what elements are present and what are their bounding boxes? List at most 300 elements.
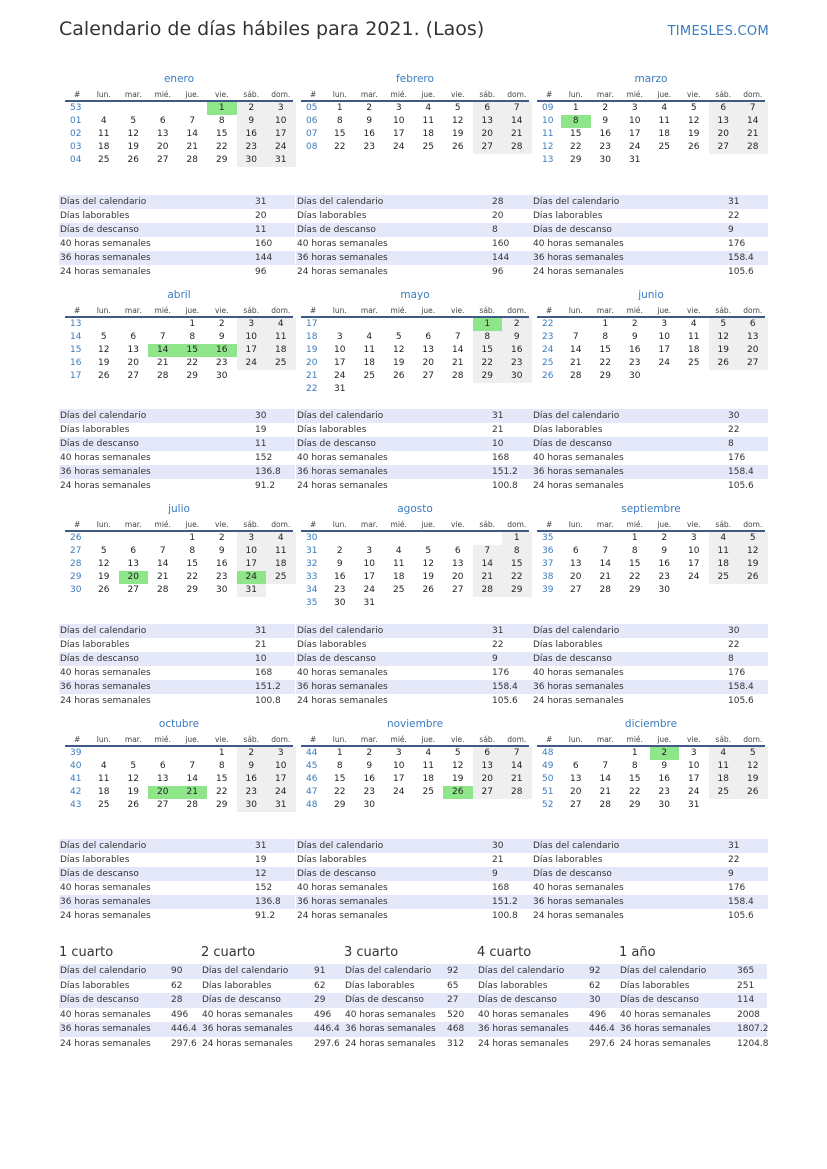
stat-label: 24 horas semanales	[60, 696, 151, 706]
stat-row	[532, 638, 768, 652]
week-row	[65, 799, 293, 812]
day-cell: 3	[690, 533, 697, 543]
holiday-day-cell: 8	[561, 115, 591, 128]
stat-value: 100.8	[492, 481, 518, 491]
weekday-header-row	[65, 305, 293, 318]
holiday-day-cell: 20	[148, 786, 178, 799]
day-cell: 29	[629, 800, 641, 810]
quarter-stat-value: 1807.2	[737, 1024, 769, 1034]
stat-value: 22	[492, 640, 504, 650]
day-cell: 19	[738, 773, 768, 786]
day-cell: 17	[393, 774, 405, 784]
day-cell: 23	[237, 786, 267, 799]
day-cell: 12	[127, 774, 139, 784]
day-cell: 17	[688, 774, 700, 784]
day-cell: 8	[602, 332, 609, 342]
stat-value: 100.8	[492, 911, 518, 921]
day-cell: 13	[127, 345, 139, 355]
day-cell: 27	[570, 585, 582, 595]
quarter-stat-row	[619, 964, 767, 979]
weekday-header: dom.	[507, 520, 527, 529]
day-cell: 29	[570, 155, 582, 165]
quarter-stat-row	[59, 964, 201, 979]
weekday-header: lun.	[332, 520, 347, 529]
day-cell	[384, 532, 414, 545]
stat-label: Días del calendario	[297, 197, 384, 207]
stat-row	[532, 839, 768, 853]
day-cell: 24	[658, 358, 670, 368]
month-diciembre	[537, 717, 765, 812]
weekday-header-row	[537, 519, 765, 532]
day-cell: 13	[127, 559, 139, 569]
month-octubre	[65, 717, 293, 812]
brand-link[interactable]: TIMESLES.COM	[667, 24, 769, 39]
day-cell: 11	[688, 332, 700, 342]
quarter-stat-label: Días laborables	[478, 980, 548, 991]
day-cell: 13	[570, 559, 582, 569]
quarter-stat-value: 91	[314, 966, 326, 976]
quarter-stat-label: Días de descanso	[345, 995, 424, 1005]
day-cell	[148, 747, 178, 760]
weekday-header: #	[310, 90, 317, 99]
stat-row	[59, 237, 295, 251]
day-cell: 5	[690, 103, 697, 113]
month-title: febrero	[396, 73, 434, 85]
day-cell: 9	[661, 546, 668, 556]
day-cell: 1	[218, 748, 225, 758]
weekday-header-row	[65, 519, 293, 532]
day-cell: 14	[502, 760, 532, 773]
day-cell: 19	[422, 572, 434, 582]
day-cell: 25	[688, 358, 700, 368]
week-row	[537, 760, 765, 773]
day-cell: 29	[186, 585, 198, 595]
stat-label: 24 horas semanales	[297, 267, 388, 277]
week-row	[301, 370, 529, 383]
day-cell: 5	[454, 103, 461, 113]
day-cell: 16	[237, 128, 267, 141]
week-row	[301, 597, 529, 610]
stat-label: Días del calendario	[533, 197, 620, 207]
stat-value: 11	[255, 225, 267, 235]
week-number: 05	[306, 103, 318, 113]
quarter-stat-row	[477, 964, 619, 979]
day-cell	[709, 584, 739, 597]
quarter-stat-label: Días de descanso	[60, 995, 139, 1005]
week-number: 49	[542, 761, 554, 771]
day-cell: 18	[658, 129, 670, 139]
stat-row	[59, 465, 295, 479]
day-cell: 27	[127, 585, 139, 595]
stat-value: 31	[255, 626, 267, 636]
day-cell: 15	[502, 558, 532, 571]
day-cell: 2	[366, 103, 373, 113]
day-cell: 24	[237, 357, 267, 370]
stat-row	[59, 223, 295, 237]
month-enero	[65, 72, 293, 167]
week-number: 28	[70, 559, 82, 569]
weekday-header: mié.	[626, 306, 643, 315]
stat-row	[532, 680, 768, 694]
month-title: agosto	[397, 503, 433, 515]
quarter-stat-row	[477, 1022, 619, 1037]
quarter-stat-label: Días de descanso	[620, 995, 699, 1005]
day-cell: 31	[688, 800, 700, 810]
day-cell: 14	[157, 559, 169, 569]
day-cell: 9	[336, 559, 343, 569]
day-cell: 7	[572, 332, 579, 342]
quarter-title: 3 cuarto	[344, 945, 399, 960]
stat-row	[296, 451, 532, 465]
day-cell: 6	[473, 102, 503, 115]
week-number: 26	[70, 533, 82, 543]
day-cell: 31	[237, 584, 267, 597]
stat-row	[532, 853, 768, 867]
day-cell: 4	[266, 532, 296, 545]
day-cell: 24	[266, 786, 296, 799]
month-stats-abril	[59, 409, 295, 493]
week-number: 17	[306, 319, 318, 329]
week-row	[537, 747, 765, 760]
day-cell: 11	[422, 116, 434, 126]
stat-value: 144	[492, 253, 510, 263]
day-cell: 9	[218, 332, 225, 342]
day-cell: 25	[709, 786, 739, 799]
day-cell: 25	[98, 800, 110, 810]
weekday-header: dom.	[507, 735, 527, 744]
quarter-stat-value: 92	[447, 966, 459, 976]
day-cell: 11	[98, 774, 110, 784]
week-row	[301, 128, 529, 141]
day-cell: 7	[159, 546, 166, 556]
quarter-stat-label: Días del calendario	[620, 966, 707, 976]
quarter-stat-label: Días de descanso	[478, 995, 557, 1005]
day-cell: 23	[658, 787, 670, 797]
quarter-stat-label: 40 horas semanales	[60, 1009, 151, 1020]
day-cell: 5	[100, 332, 107, 342]
day-cell: 18	[709, 773, 739, 786]
day-cell: 31	[266, 154, 296, 167]
stat-label: Días laborables	[60, 425, 130, 435]
day-cell: 8	[189, 546, 196, 556]
day-cell	[148, 532, 178, 545]
weekday-header: mié.	[626, 520, 643, 529]
quarter-stat-value: 446.4	[171, 1024, 197, 1034]
weekday-header: dom.	[271, 90, 291, 99]
day-cell: 17	[393, 129, 405, 139]
stat-value: 28	[492, 197, 504, 207]
stat-label: Días laborables	[60, 211, 130, 221]
day-cell: 19	[738, 558, 768, 571]
week-row	[537, 141, 765, 154]
day-cell: 9	[661, 761, 668, 771]
day-cell: 2	[237, 747, 267, 760]
day-cell: 11	[266, 331, 296, 344]
day-cell: 1	[602, 319, 609, 329]
stat-value: 21	[255, 640, 267, 650]
stat-row	[296, 265, 532, 279]
day-cell: 6	[159, 761, 166, 771]
weekday-header: dom.	[271, 520, 291, 529]
day-cell: 28	[738, 141, 768, 154]
week-row	[537, 584, 765, 597]
weekday-header: sáb.	[479, 735, 496, 744]
day-cell: 18	[393, 572, 405, 582]
week-number: 50	[542, 774, 554, 784]
day-cell: 12	[422, 559, 434, 569]
stat-value: 176	[492, 668, 510, 678]
stat-value: 105.6	[728, 911, 754, 921]
week-row	[301, 357, 529, 370]
quarter-stat-row	[344, 1022, 477, 1037]
stat-value: 105.6	[492, 696, 518, 706]
week-number: 13	[542, 155, 554, 165]
day-cell: 24	[688, 787, 700, 797]
week-number: 22	[542, 319, 554, 329]
day-cell: 24	[629, 142, 641, 152]
quarter-stat-value: 496	[314, 1009, 332, 1020]
quarter-block	[59, 944, 201, 1051]
day-cell: 13	[422, 345, 434, 355]
day-cell: 3	[690, 748, 697, 758]
day-cell: 24	[334, 371, 346, 381]
stat-value: 160	[255, 239, 273, 249]
stat-label: 36 horas semanales	[60, 253, 151, 263]
quarter-stat-row	[201, 1008, 344, 1023]
week-number: 31	[306, 546, 318, 556]
week-row	[65, 344, 293, 357]
week-number: 18	[306, 332, 318, 342]
day-cell: 2	[237, 102, 267, 115]
day-cell: 31	[629, 155, 641, 165]
stat-label: Días de descanso	[297, 654, 376, 664]
day-cell: 7	[602, 761, 609, 771]
stat-label: Días laborables	[297, 855, 367, 865]
day-cell: 26	[738, 571, 768, 584]
day-cell: 16	[363, 129, 375, 139]
week-row	[301, 773, 529, 786]
stat-label: 40 horas semanales	[297, 883, 388, 893]
day-cell: 26	[393, 371, 405, 381]
day-cell	[148, 102, 178, 115]
day-cell: 9	[237, 760, 267, 773]
stat-label: 24 horas semanales	[60, 481, 151, 491]
stat-row	[532, 451, 768, 465]
week-number: 32	[306, 559, 318, 569]
stat-label: Días de descanso	[533, 439, 612, 449]
weekday-header: mar.	[124, 520, 142, 529]
weekday-header: #	[546, 306, 553, 315]
day-cell: 31	[266, 799, 296, 812]
stat-value: 151.2	[492, 897, 518, 907]
stat-value: 10	[492, 439, 504, 449]
day-cell	[561, 747, 591, 760]
day-cell: 20	[157, 142, 169, 152]
quarter-stat-label: Días laborables	[345, 980, 415, 991]
day-cell: 10	[688, 546, 700, 556]
quarter-title: 1 cuarto	[59, 945, 114, 960]
weekday-header-row	[301, 89, 529, 102]
week-row	[65, 154, 293, 167]
quarter-stat-row	[619, 993, 767, 1008]
holiday-day-cell: 16	[207, 344, 237, 357]
day-cell: 23	[599, 142, 611, 152]
weekday-header: vie.	[214, 90, 229, 99]
weekday-header: sáb.	[479, 306, 496, 315]
day-cell: 12	[98, 345, 110, 355]
week-row	[65, 318, 293, 331]
quarter-stat-label: Días del calendario	[60, 966, 147, 976]
stat-row	[296, 237, 532, 251]
day-cell: 5	[425, 546, 432, 556]
day-cell: 11	[422, 761, 434, 771]
stat-label: 24 horas semanales	[533, 267, 624, 277]
stat-row	[59, 423, 295, 437]
day-cell: 15	[629, 559, 641, 569]
weekday-header: #	[546, 735, 553, 744]
stat-value: 105.6	[728, 696, 754, 706]
week-row	[537, 370, 765, 383]
day-cell: 18	[98, 142, 110, 152]
day-cell: 8	[502, 545, 532, 558]
day-cell: 22	[334, 787, 346, 797]
week-number: 13	[70, 319, 82, 329]
stat-value: 151.2	[492, 467, 518, 477]
day-cell	[591, 532, 621, 545]
quarter-stat-value: 1204.8	[737, 1038, 769, 1049]
stat-value: 31	[728, 197, 740, 207]
stat-value: 176	[728, 668, 746, 678]
day-cell: 20	[452, 572, 464, 582]
day-cell: 10	[334, 345, 346, 355]
day-cell	[148, 318, 178, 331]
day-cell: 26	[688, 142, 700, 152]
stat-label: Días del calendario	[533, 411, 620, 421]
week-number: 25	[542, 358, 554, 368]
day-cell	[119, 532, 149, 545]
month-title: marzo	[634, 73, 668, 85]
day-cell: 17	[688, 559, 700, 569]
day-cell: 12	[452, 761, 464, 771]
stat-row	[532, 624, 768, 638]
day-cell	[738, 154, 768, 167]
day-cell: 30	[334, 598, 346, 608]
stat-value: 176	[728, 883, 746, 893]
day-cell: 10	[363, 559, 375, 569]
weekday-header: #	[310, 306, 317, 315]
stat-label: 40 horas semanales	[60, 453, 151, 463]
day-cell: 29	[599, 371, 611, 381]
day-cell	[266, 370, 296, 383]
week-number: 24	[542, 345, 554, 355]
day-cell	[709, 799, 739, 812]
weekday-header: dom.	[743, 520, 763, 529]
week-row	[537, 344, 765, 357]
day-cell: 21	[157, 358, 169, 368]
stat-row	[296, 209, 532, 223]
day-cell: 3	[237, 318, 267, 331]
weekday-header: dom.	[271, 306, 291, 315]
day-cell: 12	[688, 116, 700, 126]
week-number: 44	[306, 748, 318, 758]
month-stats-junio	[532, 409, 768, 493]
stat-value: 12	[255, 869, 267, 879]
day-cell: 9	[366, 761, 373, 771]
day-cell	[89, 318, 119, 331]
quarter-stat-row	[477, 993, 619, 1008]
stat-value: 8	[728, 439, 734, 449]
day-cell: 3	[366, 546, 373, 556]
weekday-header: vie.	[450, 306, 465, 315]
week-number: 42	[70, 787, 82, 797]
month-title: abril	[167, 289, 191, 301]
quarter-stat-value: 468	[447, 1024, 465, 1034]
day-cell: 11	[98, 129, 110, 139]
stat-row	[59, 451, 295, 465]
week-number: 33	[306, 572, 318, 582]
day-cell: 4	[425, 103, 432, 113]
weekday-header: jue.	[185, 520, 200, 529]
day-cell: 13	[570, 774, 582, 784]
stat-value: 31	[492, 626, 504, 636]
quarter-stat-label: 24 horas semanales	[478, 1038, 569, 1049]
day-cell: 7	[189, 761, 196, 771]
weekday-header: vie.	[214, 735, 229, 744]
quarter-stat-label: 24 horas semanales	[202, 1038, 293, 1049]
day-cell: 13	[452, 559, 464, 569]
stat-label: 36 horas semanales	[60, 897, 151, 907]
stat-value: 136.8	[255, 467, 281, 477]
weekday-header: jue.	[657, 306, 672, 315]
stat-label: Días de descanso	[533, 654, 612, 664]
quarter-stat-value: 92	[589, 966, 601, 976]
weekday-header: lun.	[332, 735, 347, 744]
weekday-header: lun.	[96, 90, 111, 99]
quarter-stat-label: 40 horas semanales	[345, 1009, 436, 1020]
day-cell: 17	[658, 345, 670, 355]
day-cell	[414, 799, 444, 812]
stat-value: 9	[728, 869, 734, 879]
day-cell: 29	[216, 155, 228, 165]
week-row	[301, 747, 529, 760]
day-cell: 2	[661, 533, 668, 543]
day-cell	[591, 747, 621, 760]
stat-value: 22	[728, 425, 740, 435]
day-cell: 4	[425, 748, 432, 758]
quarter-stat-value: 365	[737, 966, 755, 976]
stat-value: 158.4	[728, 682, 754, 692]
quarter-stat-row	[201, 964, 344, 979]
day-cell: 21	[502, 773, 532, 786]
quarter-block	[344, 944, 477, 1051]
quarter-stat-row	[344, 1008, 477, 1023]
week-row	[301, 558, 529, 571]
week-row	[65, 747, 293, 760]
weekday-header-row	[537, 734, 765, 747]
quarter-stat-value: 65	[447, 980, 459, 991]
week-number: 08	[306, 142, 318, 152]
day-cell: 27	[127, 371, 139, 381]
stat-value: 96	[492, 267, 504, 277]
weekday-header: mar.	[124, 735, 142, 744]
weekday-header: lun.	[568, 90, 583, 99]
quarter-stat-value: 114	[737, 995, 755, 1005]
stat-row	[59, 839, 295, 853]
stat-label: Días de descanso	[60, 869, 139, 879]
week-number: 38	[542, 572, 554, 582]
quarter-stat-row	[344, 964, 477, 979]
day-cell: 5	[395, 332, 402, 342]
